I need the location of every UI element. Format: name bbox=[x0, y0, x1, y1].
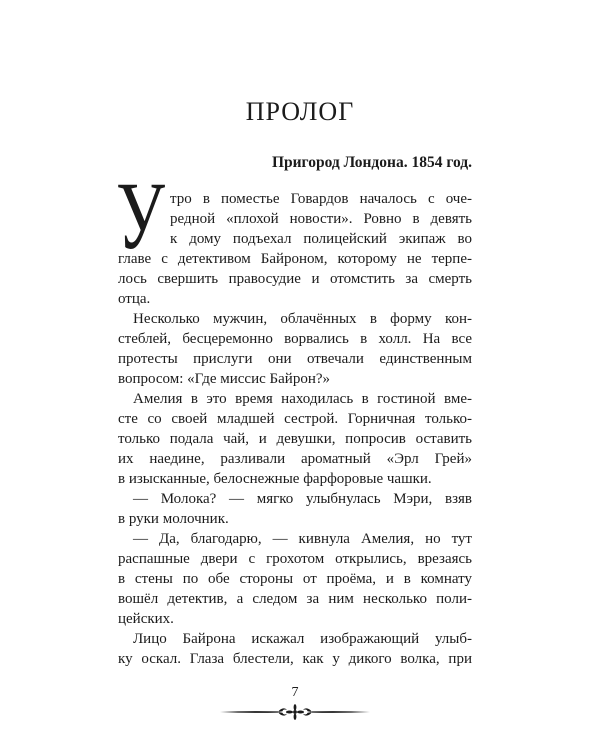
page-number: 7 bbox=[291, 685, 299, 700]
text-line: главе с детективом Байроном, которому не терпе- bbox=[118, 251, 472, 267]
chapter-subtitle: Пригород Лондона. 1854 год. bbox=[271, 154, 472, 171]
text-line: Амелия в это время находилась в гостиной вме- bbox=[133, 391, 472, 407]
text-line: протесты прислуги они отвечали единственным bbox=[118, 351, 472, 367]
text-line: — Да, благодарю, — кивнула Амелия, но тут bbox=[133, 531, 472, 547]
text-line: в руки молочник. bbox=[118, 511, 229, 527]
text-line: распашные двери с грохотом открылись, врезаясь bbox=[118, 551, 472, 567]
paragraph bbox=[118, 189, 472, 309]
text-line: вошёл детектив, а следом за ним несколько поли- bbox=[118, 591, 472, 607]
text-line: стеблей, бесцеремонно ворвались в холл. На все bbox=[118, 331, 472, 347]
drop-cap-letter: У bbox=[116, 162, 165, 269]
paragraph bbox=[118, 529, 472, 629]
text-line: Несколько мужчин, облачённых в форму кон- bbox=[133, 311, 472, 327]
text-line: тро в поместье Говардов началось с оче- bbox=[170, 191, 472, 207]
text-line: редной «плохой новости». Ровно в девять bbox=[170, 211, 472, 227]
text-line: сте со своей младшей сестрой. Горничная только- bbox=[118, 411, 472, 427]
text-line: ку оскал. Глаза блестели, как у дикого волка, при bbox=[118, 651, 472, 667]
text-line: в изысканные, белоснежные фарфоровые чашки. bbox=[118, 471, 432, 487]
text-line: в стены по обе стороны от проёма, и в комнату bbox=[118, 571, 472, 587]
text-line: лось свершить правосудие и отомстить за смерть bbox=[118, 271, 472, 287]
chapter-title: ПРОЛОГ bbox=[245, 97, 355, 126]
text-line: — Молока? — мягко улыбнулась Мэри, взяв bbox=[133, 491, 472, 507]
text-line: к дому подъехал полицейский экипаж во bbox=[170, 231, 472, 247]
text-line: цейских. bbox=[118, 611, 174, 627]
body-text bbox=[118, 189, 472, 669]
paragraph bbox=[118, 489, 472, 529]
paragraph bbox=[118, 389, 472, 489]
text-line: отца. bbox=[118, 291, 151, 307]
text-line: Лицо Байрона искажал изображающий улыб- bbox=[133, 631, 472, 647]
text-line: их наедине, разливали ароматный «Эрл Грей» bbox=[118, 451, 472, 467]
text-line: только подала чай, и девушки, попросив оставить bbox=[118, 431, 472, 447]
floral-divider-icon bbox=[218, 701, 372, 723]
paragraph bbox=[118, 629, 472, 669]
text-line: вопросом: «Где миссис Байрон?» bbox=[118, 371, 330, 387]
paragraph bbox=[118, 309, 472, 389]
